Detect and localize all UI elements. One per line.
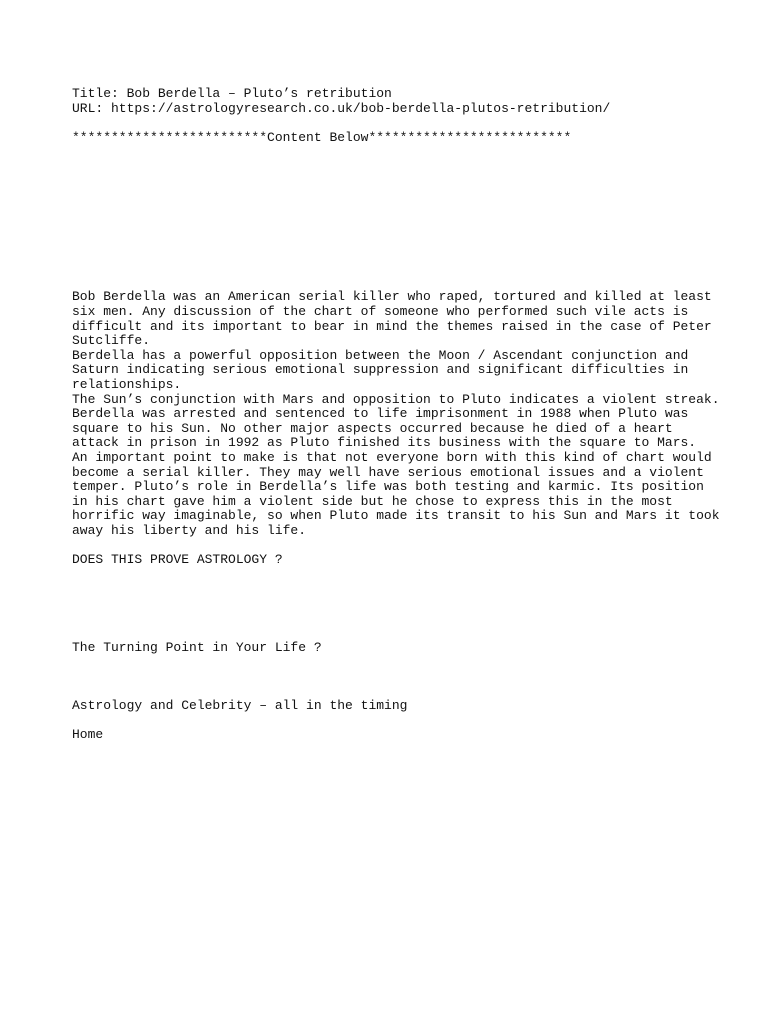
body-line: Berdella was arrested and sentenced to life imprisonment in 1988 when Pluto was xyxy=(72,406,689,422)
body-line: in his chart gave him a violent side but he chose to express this in the most xyxy=(72,493,673,509)
blank-area xyxy=(72,655,712,699)
body-line: An important point to make is that not everyone born with this kind of chart would xyxy=(72,449,712,465)
article-body xyxy=(72,289,720,538)
blank-line xyxy=(72,714,712,729)
blank-area xyxy=(72,568,712,641)
page-title-line: Title: Bob Berdella – Pluto’s retribution xyxy=(72,86,392,101)
blank-line xyxy=(72,116,712,131)
body-line: become a serial killer. They may well have serious emotional issues and a violent xyxy=(72,464,704,480)
link-prove-astrology[interactable]: DOES THIS PROVE ASTROLOGY ? xyxy=(72,552,283,568)
link-turning-point[interactable]: The Turning Point in Your Life ? xyxy=(72,639,322,655)
document-page xyxy=(72,86,720,743)
body-line: difficult and its important to bear in mind the themes raised in the case of Peter xyxy=(72,318,712,334)
body-line: horrific way imaginable, so when Pluto made its transit to his Sun and Mars it took xyxy=(72,508,720,524)
body-line: six men. Any discussion of the chart of someone who performed such vile acts is xyxy=(72,303,689,319)
body-line: attack in prison in 1992 as Pluto finished its business with the square to Mars. xyxy=(72,435,697,451)
blank-line xyxy=(72,538,712,553)
body-line: temper. Pluto’s role in Berdella’s life was both testing and karmic. Its position xyxy=(72,479,704,495)
body-line: Berdella has a powerful opposition between the Moon / Ascendant conjunction and xyxy=(72,347,689,363)
content-separator: *************************Content Below************************** xyxy=(72,129,572,145)
body-line: away his liberty and his life. xyxy=(72,522,307,538)
blank-area xyxy=(72,145,712,290)
body-line: Sutcliffe. xyxy=(72,333,151,349)
body-line: Bob Berdella was an American serial killer who raped, tortured and killed at least xyxy=(72,289,712,305)
page-url-line: URL: https://astrologyresearch.co.uk/bob-berdella-plutos-retribution/ xyxy=(72,100,611,116)
link-home[interactable]: Home xyxy=(72,727,104,743)
link-astrology-celebrity[interactable]: Astrology and Celebrity – all in the timing xyxy=(72,698,408,714)
body-line: square to his Sun. No other major aspects occurred because he died of a heart xyxy=(72,420,673,436)
body-line: The Sun’s conjunction with Mars and opposition to Pluto indicates a violent streak. xyxy=(72,391,720,407)
body-line: Saturn indicating serious emotional suppression and significant difficulties in xyxy=(72,362,689,378)
body-line: relationships. xyxy=(72,376,182,392)
